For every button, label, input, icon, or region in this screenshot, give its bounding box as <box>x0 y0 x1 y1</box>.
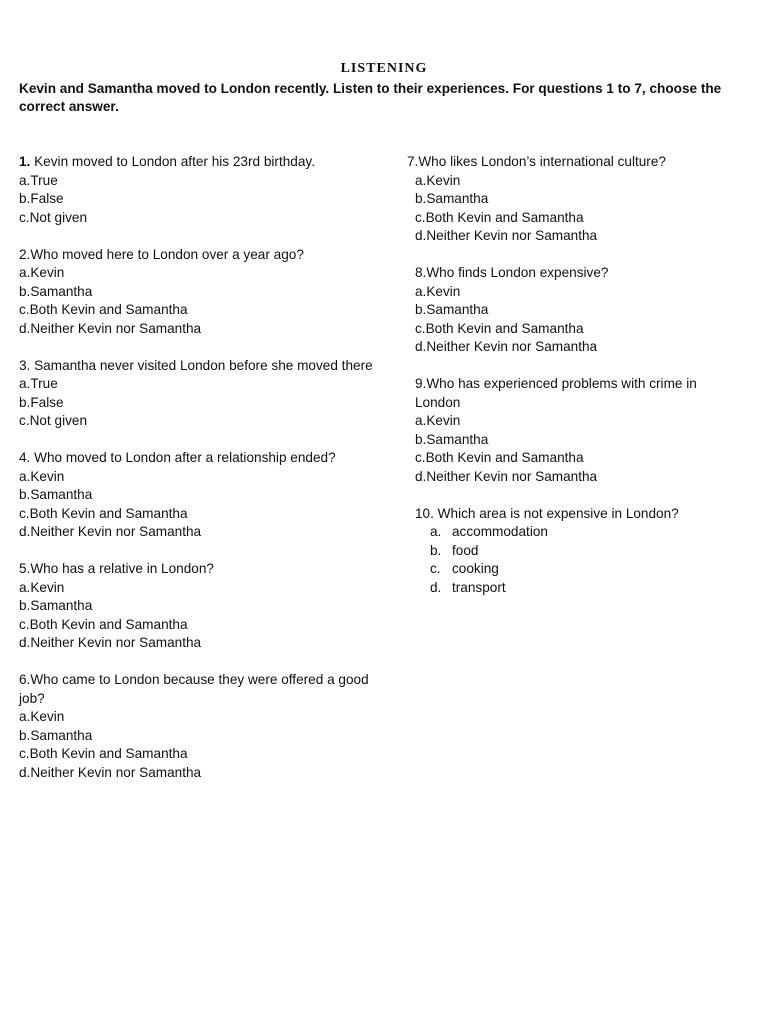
option: b.Samantha <box>19 598 93 613</box>
option: a.Kevin <box>415 172 461 188</box>
option: a.Kevin <box>19 709 65 724</box>
question-3 <box>19 357 394 431</box>
option: b.Samantha <box>19 283 93 299</box>
question-4 <box>19 449 394 542</box>
option: b. food <box>430 542 479 558</box>
question-text: 5.Who has a relative in London? <box>19 561 214 576</box>
question-text: 9.Who has experienced problems with crime in London <box>415 376 697 410</box>
option: b.False <box>19 191 64 206</box>
option: c.Both Kevin and Samantha <box>415 320 584 336</box>
option: c. cooking <box>430 561 499 576</box>
option: c.Not given <box>19 413 88 428</box>
option: b.Samantha <box>415 191 489 206</box>
option: d.Neither Kevin nor Samantha <box>19 635 202 650</box>
option: a.Kevin <box>19 579 65 595</box>
option: b.False <box>19 394 64 410</box>
question-8 <box>407 264 727 357</box>
question-text: 8.Who finds London expensive? <box>415 265 609 280</box>
page-title: LISTENING <box>340 61 428 76</box>
question-text: 10. Which area is not expensive in London? <box>415 505 679 521</box>
question-5 <box>19 560 394 653</box>
option: d.Neither Kevin nor Samantha <box>415 468 598 484</box>
option: a.Kevin <box>415 413 461 428</box>
option: d.Neither Kevin nor Samantha <box>19 764 202 780</box>
question-text: 2.Who moved here to London over a year ago? <box>19 246 304 262</box>
question-number: 1. <box>19 154 31 169</box>
option-list <box>407 172 727 246</box>
option: d. transport <box>430 579 506 595</box>
option: c.Both Kevin and Samantha <box>19 746 188 761</box>
option: d.Neither Kevin nor Samantha <box>415 339 598 354</box>
left-column <box>19 153 394 801</box>
option: d.Neither Kevin nor Samantha <box>19 320 202 336</box>
option: b.Samantha <box>19 487 93 502</box>
question-6 <box>19 671 394 782</box>
option: a.True <box>19 172 58 188</box>
option: b.Samantha <box>19 727 93 743</box>
question-9 <box>407 375 727 486</box>
option: c.Both Kevin and Samantha <box>19 505 188 521</box>
option: d.Neither Kevin nor Samantha <box>19 524 202 539</box>
option: a.Kevin <box>415 283 461 299</box>
option: d.Neither Kevin nor Samantha <box>415 228 598 243</box>
option: a.Kevin <box>19 468 65 484</box>
option: c.Both Kevin and Samantha <box>19 302 188 317</box>
question-text: 4. Who moved to London after a relationship ended? <box>19 450 336 465</box>
option: a.True <box>19 376 58 391</box>
option: c.Both Kevin and Samantha <box>19 616 188 632</box>
option: a. accommodation <box>430 524 548 539</box>
option: c.Both Kevin and Samantha <box>415 209 584 225</box>
question-1 <box>19 153 394 227</box>
question-text: 3. Samantha never visited London before she moved there <box>19 357 373 373</box>
question-text: 6.Who came to London because they were offered a good job? <box>19 672 369 706</box>
question-text: 7.Who likes London’s international culture? <box>407 154 666 169</box>
option: a.Kevin <box>19 265 65 280</box>
option: b.Samantha <box>415 431 489 447</box>
question-10 <box>407 505 727 598</box>
question-7 <box>407 153 727 246</box>
option: b.Samantha <box>415 302 489 317</box>
instructions: Kevin and Samantha moved to London recently. Listen to their experiences. For questions 1 to 7, choose the correct answer. <box>19 81 722 115</box>
right-column <box>407 153 727 616</box>
option: c.Not given <box>19 209 88 225</box>
option: c.Both Kevin and Samantha <box>415 450 584 465</box>
question-2 <box>19 246 394 339</box>
question-text: 1. Kevin moved to London after his 23rd birthday. <box>19 154 315 169</box>
